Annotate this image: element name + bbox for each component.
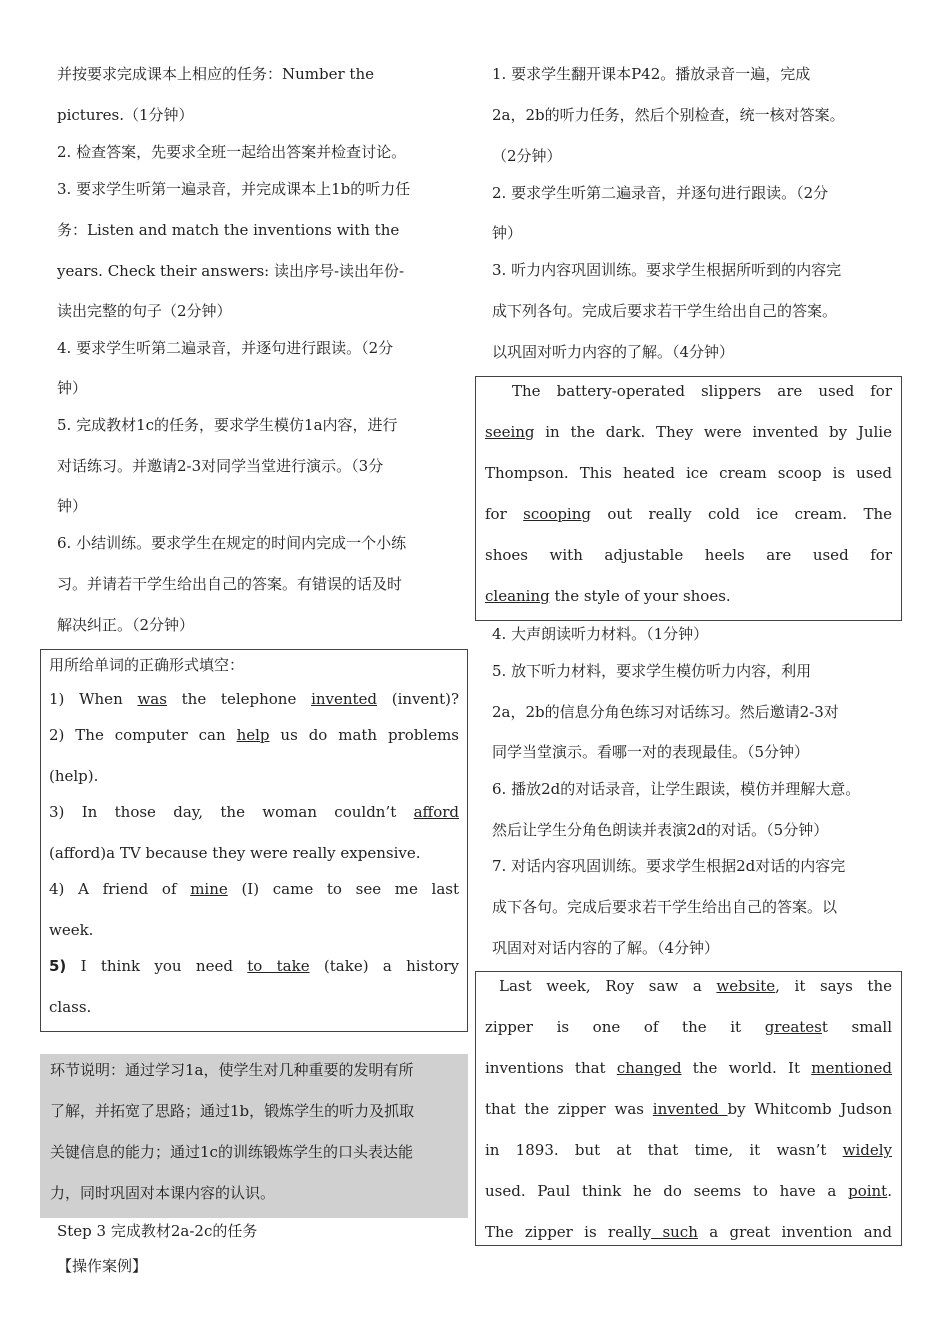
right-p5-line1: 5. 放下听力材料，要求学生模仿听力内容，利用 <box>492 662 812 680</box>
section-note-panel <box>40 1054 468 1218</box>
box1-line4-text-2: out really cold ice cream. The <box>590 505 892 523</box>
left-p4-line1: 4. 要求学生听第二遍录音，并逐句进行跟读。（2分 <box>57 339 394 357</box>
right-p5-line2: 2a，2b的信息分角色练习对话练习。然后邀请2-3对 <box>492 703 839 721</box>
box2-line1 <box>485 976 892 1016</box>
box2-line1-text-2: , it says the <box>775 977 892 995</box>
box2-line1-text: Last week, Roy saw a <box>499 977 717 995</box>
exercise-q3 <box>49 802 459 842</box>
right-p6-line1: 6. 播放2d的对话录音，让学生跟读，模仿并理解大意。 <box>492 780 861 798</box>
box2-line3-text: inventions that <box>485 1059 617 1077</box>
note-line1: 环节说明：通过学习1a，使学生对几种重要的发明有所 <box>50 1061 414 1079</box>
box1-line4 <box>485 504 892 544</box>
listening-box <box>475 376 902 621</box>
box2-answer-greatest: greates <box>764 1018 822 1036</box>
box2-answer-point: point <box>848 1182 888 1200</box>
left-p4-line2: 钟） <box>57 379 88 397</box>
left-p1-line1: 并按要求完成课本上相应的任务：Number the <box>57 65 374 83</box>
box1-line5: shoes with adjustable heels are used for <box>485 546 892 564</box>
q3-answer: afford <box>413 803 459 821</box>
box2-line7-text: The zipper is really <box>485 1223 652 1241</box>
left-p3-line1: 3. 要求学生听第一遍录音，并完成课本上1b的听力任 <box>57 180 411 198</box>
box2-line2-text: zipper is one of the it <box>485 1018 765 1036</box>
right-p2-line1: 2. 要求学生听第二遍录音，并逐句进行跟读。（2分 <box>492 184 829 202</box>
box1-answer-seeing: seeing <box>485 423 535 441</box>
right-p7-line3: 巩固对对话内容的了解。（4分钟） <box>492 939 720 957</box>
q5-answer: to take <box>247 957 310 975</box>
right-p3-line3: 以巩固对听力内容的了解。（4分钟） <box>492 343 735 361</box>
exercise-q2 <box>49 725 459 765</box>
q2-answer: help <box>236 726 270 744</box>
right-p4: 4. 大声朗读听力材料。（1分钟） <box>492 625 709 643</box>
box2-line2-text-2: t small <box>821 1018 892 1036</box>
q5-text-2: (take) a history <box>309 957 460 975</box>
right-p3-line1: 3. 听力内容巩固训练。要求学生根据所听到的内容完 <box>492 261 842 279</box>
box1-line4-text: for <box>485 505 524 523</box>
right-p1-line1: 1. 要求学生翻开课本P42。播放录音一遍，完成 <box>492 65 811 83</box>
step3-heading: Step 3 完成教材2a-2c的任务 <box>57 1222 258 1240</box>
right-p5-line3: 同学当堂演示。看哪一对的表现最佳。（5分钟） <box>492 743 810 761</box>
q1-text: 1) When <box>49 690 138 708</box>
left-p5-line3: 钟） <box>57 497 88 515</box>
box2-line7-text-2: a great invention and <box>697 1223 892 1241</box>
left-p6-line1: 6. 小结训练。要求学生在规定的时间内完成一个小练 <box>57 534 407 552</box>
exercise-q3-line2: (afford)a TV because they were really expensive. <box>49 844 421 862</box>
q1-text-3: (invent)? <box>377 690 460 708</box>
right-p1-line2: 2a，2b的听力任务，然后个别检查，统一核对答案。 <box>492 106 845 124</box>
box2-line3-text-2: the world. It <box>681 1059 812 1077</box>
q5-text: I think you need <box>66 957 248 975</box>
q5-number: 5) <box>49 957 67 975</box>
note-line3: 关键信息的能力；通过1c的训练锻炼学生的口头表达能 <box>50 1143 413 1161</box>
box1-answer-scooping: scooping <box>523 505 591 523</box>
right-p7-line2: 成下各句。完成后要求若干学生给出自己的答案。以 <box>492 898 838 916</box>
q4-text: 4) A friend of <box>49 880 191 898</box>
box2-answer-mentioned: mentioned <box>811 1059 892 1077</box>
box2-answer-changed: changed <box>616 1059 682 1077</box>
left-p3-line4: 读出完整的句子（2分钟） <box>57 302 232 320</box>
q4-text-2: (I) came to see me last <box>227 880 459 898</box>
box2-line4 <box>485 1099 892 1139</box>
box2-answer-website: website <box>716 977 776 995</box>
right-p6-line2: 然后让学生分角色朗读并表演2d的对话。（5分钟） <box>492 821 829 839</box>
q1-answer-was: was <box>137 690 167 708</box>
box2-line5 <box>485 1140 892 1180</box>
left-p2: 2. 检查答案，先要求全班一起给出答案并检查讨论。 <box>57 143 407 161</box>
exercise-q1 <box>49 689 459 729</box>
right-p3-line2: 成下列各句。完成后要求若干学生给出自己的答案。 <box>492 302 838 320</box>
box1-line6-text: the style of your shoes. <box>549 587 731 605</box>
box1-line2-text: in the dark. They were invented by Julie <box>534 423 892 441</box>
box2-line2 <box>485 1017 892 1057</box>
case-heading: 【操作案例】 <box>57 1257 148 1275</box>
exercise-q4-line2: week. <box>49 921 94 939</box>
box1-line2 <box>485 422 892 462</box>
box2-line4-text: that the zipper was <box>485 1100 653 1118</box>
left-p6-line2: 习。并请若干学生给出自己的答案。有错误的话及时 <box>57 575 403 593</box>
exercise-box <box>40 649 468 1032</box>
box2-line4-text-2: by Whitcomb Judson <box>727 1100 892 1118</box>
exercise-q4 <box>49 879 459 919</box>
box1-line3: Thompson. This heated ice cream scoop is used <box>485 464 892 482</box>
left-p6-line3: 解决纠正。（2分钟） <box>57 616 195 634</box>
box2-line5-text: in 1893. but at that time, it wasn’t <box>485 1141 843 1159</box>
right-p1-line3: （2分钟） <box>492 147 562 165</box>
box2-answer-invented: invented <box>652 1100 728 1118</box>
q4-answer: mine <box>190 880 228 898</box>
note-line2: 了解，并拓宽了思路；通过1b，锻炼学生的听力及抓取 <box>50 1102 415 1120</box>
q1-answer-invented: invented <box>311 690 378 708</box>
q3-text: 3) In those day, the woman couldn’t <box>49 803 414 821</box>
left-p5-line2: 对话练习。并邀请2-3对同学当堂进行演示。（3分 <box>57 457 384 475</box>
dialogue-box <box>475 971 902 1246</box>
left-p3-line2: 务：Listen and match the inventions with the <box>57 221 400 239</box>
exercise-title: 用所给单词的正确形式填空： <box>49 656 245 674</box>
left-p5-line1: 5. 完成教材1c的任务，要求学生模仿1a内容，进行 <box>57 416 398 434</box>
box2-line6 <box>485 1181 892 1221</box>
left-p1-line2: pictures.（1分钟） <box>57 106 194 124</box>
right-p2-line2: 钟） <box>492 224 523 242</box>
q2-text-2: us do math problems <box>269 726 459 744</box>
exercise-q2-line2: (help). <box>49 767 99 785</box>
box2-answer-such: such <box>651 1223 698 1241</box>
box2-line7 <box>485 1222 892 1262</box>
box1-line6 <box>485 586 731 606</box>
q1-text-2: the telephone <box>166 690 312 708</box>
note-line4: 力，同时巩固对本课内容的认识。 <box>50 1184 276 1202</box>
q2-text: 2) The computer can <box>49 726 237 744</box>
box2-line6-text-2: . <box>887 1182 892 1200</box>
right-p7-line1: 7. 对话内容巩固训练。要求学生根据2d对话的内容完 <box>492 857 846 875</box>
left-p3-line3: years. Check their answers: 读出序号-读出年份- <box>57 262 405 280</box>
exercise-q5-line2: class. <box>49 998 92 1016</box>
box2-line6-text: used. Paul think he do seems to have a <box>485 1182 849 1200</box>
box1-line1: The battery-operated slippers are used for <box>512 382 892 400</box>
box1-answer-cleaning: cleaning <box>485 587 550 605</box>
box2-line3 <box>485 1058 892 1098</box>
box2-answer-widely: widely <box>842 1141 892 1159</box>
exercise-q5 <box>49 956 459 996</box>
